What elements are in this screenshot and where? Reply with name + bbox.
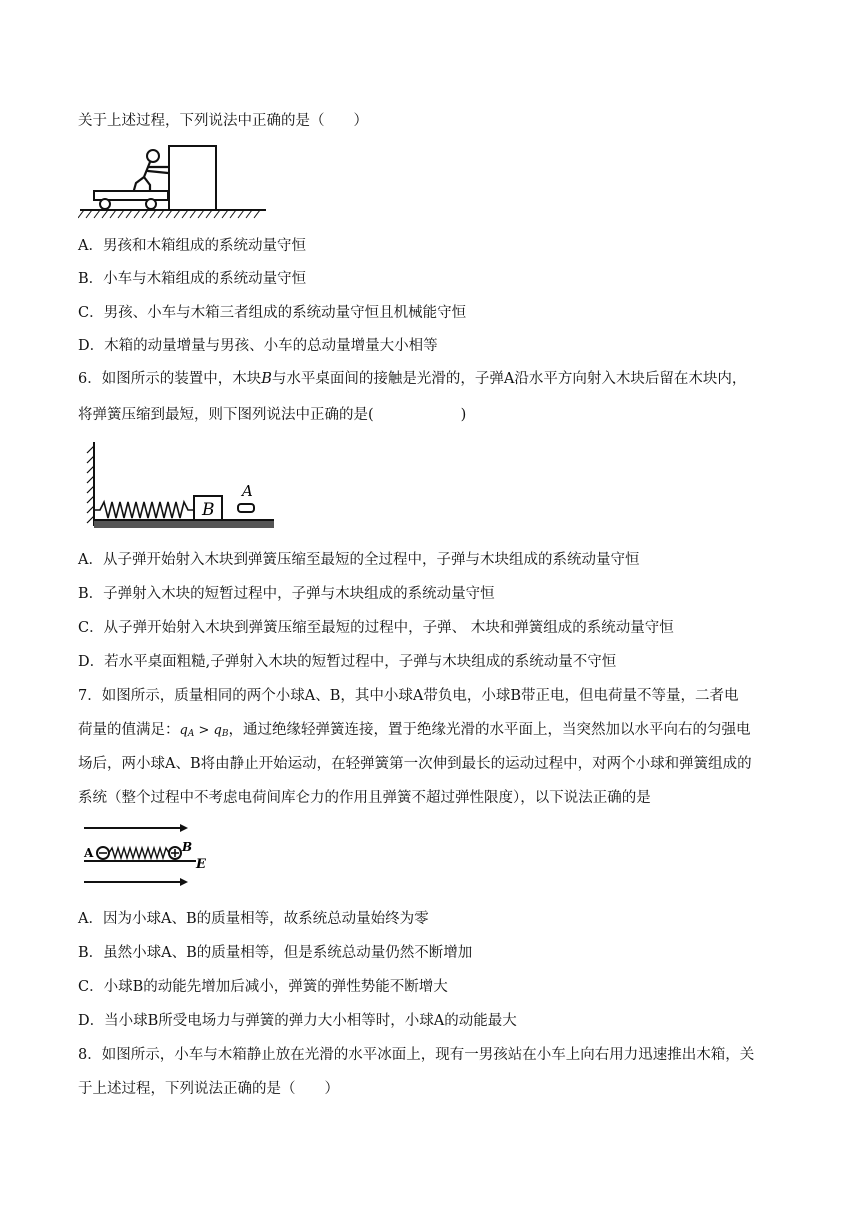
charge-inequality: $q_A > q_B$ [179,723,229,739]
q6-block-label: B [261,371,272,387]
q7-stem-line2: 荷量的值满足：$q_A > q_B$，通过绝缘轻弹簧连接，置于绝缘光滑的水平面上，当突然加以水平向右的匀强电 [78,722,751,739]
q8-stem-line2: 于上述过程，下列说法正确的是（ ） [78,1081,339,1097]
q5-option-c: C．男孩、小车与木箱三者组成的系统动量守恒且机械能守恒 [78,305,467,321]
spring-block-bullet-figure [78,440,278,532]
ball-b-label: B [182,840,193,854]
q5-option-a: A．男孩和木箱组成的系统动量守恒 [78,238,306,254]
q8-stem-line1: 8．如图所示，小车与木箱静止放在光滑的水平冰面上，现有一男孩站在小车上向右用力迅速推出木箱，关 [78,1047,755,1063]
q7-stem-line4: 系统（整个过程中不考虑电荷间库仑力的作用且弹簧不超过弹性限度），以下说法正确的是 [78,790,651,806]
q5-option-b: B．小车与木箱组成的系统动量守恒 [78,271,307,287]
bullet-a-label: A [242,482,253,500]
q7-option-a: A．因为小球A、B的质量相等，故系统总动量始终为零 [78,911,429,927]
q7-stem-line1: 7．如图所示，质量相同的两个小球A、B，其中小球A带负电，小球B带正电，但电荷量不等量，二者电 [78,688,739,704]
q7-option-d: D．当小球B所受电场力与弹簧的弹力大小相等时，小球A的动能最大 [78,1013,517,1029]
q6-option-c: C．从子弹开始射入木块到弹簧压缩至最短的过程中，子弹、 木块和弹簧组成的系统动量守恒 [78,620,674,636]
ball-a-label: A [84,846,94,860]
q6-option-b: B．子弹射入木块的短暂过程中，子弹与木块组成的系统动量守恒 [78,586,495,602]
q5-option-d: D．木箱的动量增量与男孩、小车的总动量增量大小相等 [78,338,438,354]
q6-option-d: D．若水平桌面粗糙,子弹射入木块的短暂过程中，子弹与木块组成的系统动量不守恒 [78,654,617,670]
q7-option-c: C．小球B的动能先增加后减小，弹簧的弹性势能不断增大 [78,979,448,995]
q7-stem-line3: 场后，两小球A、B将由静止开始运动，在轻弹簧第一次伸到最长的运动过程中，对两个小球和弹簧组成的 [78,756,752,772]
q6-stem-line1: 6．如图所示的装置中，木块B与水平桌面间的接触是光滑的，子弹A沿水平方向射入木块后留在木块内， [78,371,747,387]
q7-option-b: B．虽然小球A、B的质量相等，但是系统总动量仍然不断增加 [78,945,473,961]
q6-stem-line2: 将弹簧压缩到最短，则下图列说法中正确的是( ) [78,407,467,423]
field-e-label: E [196,857,206,872]
q5-stem-tail: 关于上述过程，下列说法中正确的是（ ） [78,113,368,129]
boy-cart-box-figure [78,143,268,221]
q6-option-a: A．从子弹开始射入木块到弹簧压缩至最短的全过程中，子弹与木块组成的系统动量守恒 [78,552,640,568]
block-b-label: B [202,500,215,520]
charged-balls-field-figure [78,818,218,892]
